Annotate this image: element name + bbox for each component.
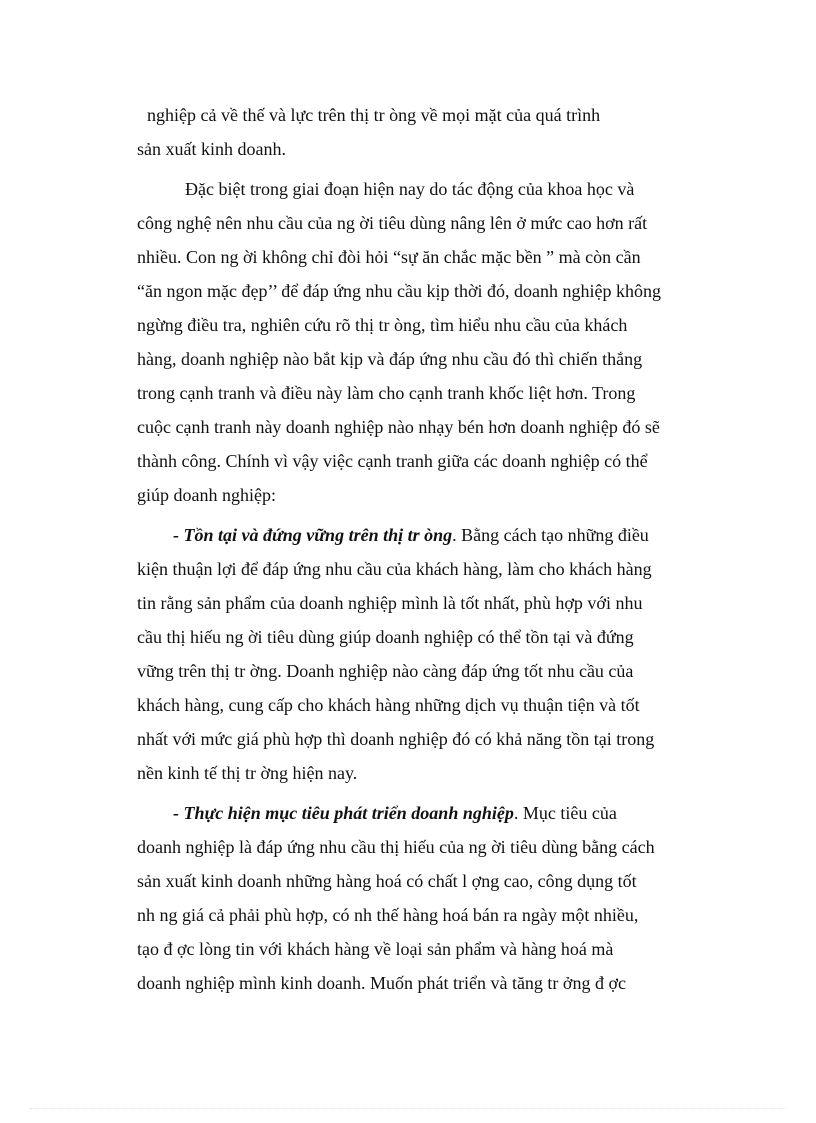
document-body [137,98,686,1000]
bullet-heading-rest: . Bằng cách tạo những điều [452,525,649,545]
paragraph-4 [137,796,686,1000]
text-line: kiện thuận lợi để đáp ứng nhu cầu của khách hàng, làm cho khách hàng [137,559,652,579]
text-line [137,796,686,830]
bullet-heading-rest: . Mục tiêu của [513,803,617,823]
text-line: doanh nghiệp là đáp ứng nhu cầu thị hiếu của ng ời tiêu dùng bằng cách [137,837,655,857]
text-line: thành công. Chính vì vậy việc cạnh tranh giữa các doanh nghiệp có thể [137,451,648,471]
bullet-heading: - Thực hiện mục tiêu phát triển doanh nghiệp [173,803,514,823]
text-line: hàng, doanh nghiệp nào bắt kịp và đáp ứng nhu cầu đó thì chiến thắng [137,349,643,369]
text-line: vững trên thị tr ờng. Doanh nghiệp nào càng đáp ứng tốt nhu cầu của [137,661,634,681]
text-line: sản xuất kinh doanh những hàng hoá có chất l ợng cao, công dụng tốt [137,871,637,891]
text-line: nền kinh tế thị tr ờng hiện nay. [137,763,358,783]
text-line: sản xuất kinh doanh. [137,139,286,159]
text-line: nh ng giá cả phải phù hợp, có nh thế hàng hoá bán ra ngày một nhiều, [137,905,639,925]
page-bottom-divider [30,1108,786,1109]
text-line: giúp doanh nghiệp: [137,485,276,505]
text-line [137,518,686,552]
text-line: doanh nghiệp mình kinh doanh. Muốn phát triển và tăng tr ởng đ ợc [137,973,626,993]
text-line: nhiều. Con ng ời không chỉ đòi hỏi “sự ăn chắc mặc bền ” mà còn cần [137,247,641,267]
text-line: tin rằng sản phẩm của doanh nghiệp mình là tốt nhất, phù hợp với nhu [137,593,643,613]
bullet-heading: - Tồn tại và đứng vững trên thị tr òng [173,525,453,545]
text-line: trong cạnh tranh và điều này làm cho cạnh tranh khốc liệt hơn. Trong [137,383,636,403]
text-line: “ăn ngon mặc đẹp’’ để đáp ứng nhu cầu kịp thời đó, doanh nghiệp không [137,281,661,301]
paragraph-1 [137,98,686,166]
text-line: nhất với mức giá phù hợp thì doanh nghiệp đó có khả năng tồn tại trong [137,729,655,749]
text-line: cầu thị hiếu ng ời tiêu dùng giúp doanh nghiệp có thể tồn tại và đứng [137,627,634,647]
text-line: ngừng điều tra, nghiên cứu rõ thị tr òng, tìm hiểu nhu cầu của khách [137,315,628,335]
text-line: nghiệp cả về thế và lực trên thị tr òng về mọi mặt của quá trình [147,105,601,125]
text-line: Đặc biệt trong giai đoạn hiện nay do tác động của khoa học và [185,179,635,199]
text-line: công nghệ nên nhu cầu của ng ời tiêu dùng nâng lên ở mức cao hơn rất [137,213,648,233]
text-line: cuộc cạnh tranh này doanh nghiệp nào nhạy bén hơn doanh nghiệp đó sẽ [137,417,660,437]
text-line: khách hàng, cung cấp cho khách hàng những dịch vụ thuận tiện và tốt [137,695,640,715]
paragraph-3 [137,518,686,790]
paragraph-2 [137,172,686,512]
text-line: tạo đ ợc lòng tin với khách hàng về loại sản phẩm và hàng hoá mà [137,939,614,959]
